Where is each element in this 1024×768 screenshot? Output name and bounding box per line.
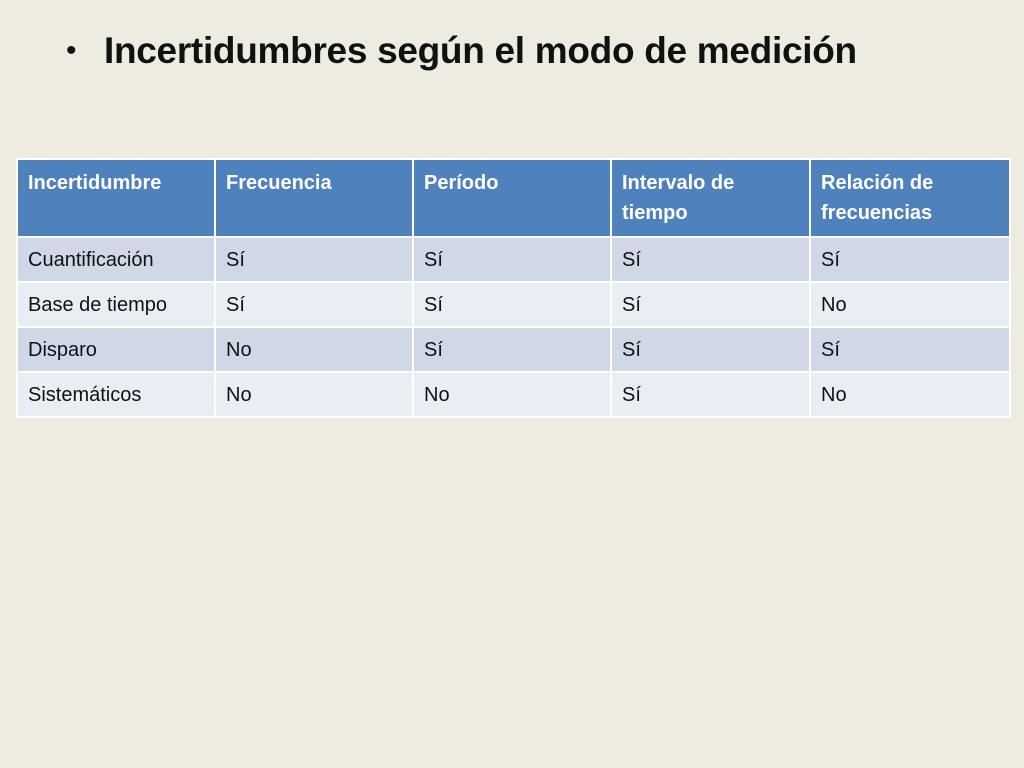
table-cell: No: [810, 372, 1010, 417]
table-cell: Sí: [413, 327, 611, 372]
header-cell-relacion: Relación de frecuencias: [810, 159, 1010, 237]
table-cell: Sí: [215, 282, 413, 327]
table-cell: Cuantificación: [17, 237, 215, 282]
table-cell: Sí: [215, 237, 413, 282]
table-cell: Sistemáticos: [17, 372, 215, 417]
header-cell-periodo: Período: [413, 159, 611, 237]
title-line: [66, 30, 857, 72]
bullet-icon: •: [66, 34, 77, 67]
table-cell: Sí: [413, 237, 611, 282]
table-cell: Sí: [611, 237, 810, 282]
header-cell-intervalo: Intervalo de tiempo: [611, 159, 810, 237]
table-header-row: [17, 159, 1010, 237]
uncertainty-table: [16, 158, 1011, 418]
table-cell: No: [215, 372, 413, 417]
table-cell: Sí: [810, 327, 1010, 372]
table-row: [17, 282, 1010, 327]
table-cell: Sí: [611, 327, 810, 372]
header-cell-frecuencia: Frecuencia: [215, 159, 413, 237]
table-row: [17, 327, 1010, 372]
table-cell: No: [810, 282, 1010, 327]
table-row: [17, 237, 1010, 282]
table-cell: Disparo: [17, 327, 215, 372]
table-cell: No: [215, 327, 413, 372]
table-cell: Sí: [611, 282, 810, 327]
table-cell: Sí: [413, 282, 611, 327]
table-row: [17, 372, 1010, 417]
header-cell-incertidumbre: Incertidumbre: [17, 159, 215, 237]
slide-title: Incertidumbres según el modo de medición: [104, 30, 857, 71]
table-cell: No: [413, 372, 611, 417]
table-cell: Sí: [611, 372, 810, 417]
table-cell: Base de tiempo: [17, 282, 215, 327]
table-cell: Sí: [810, 237, 1010, 282]
